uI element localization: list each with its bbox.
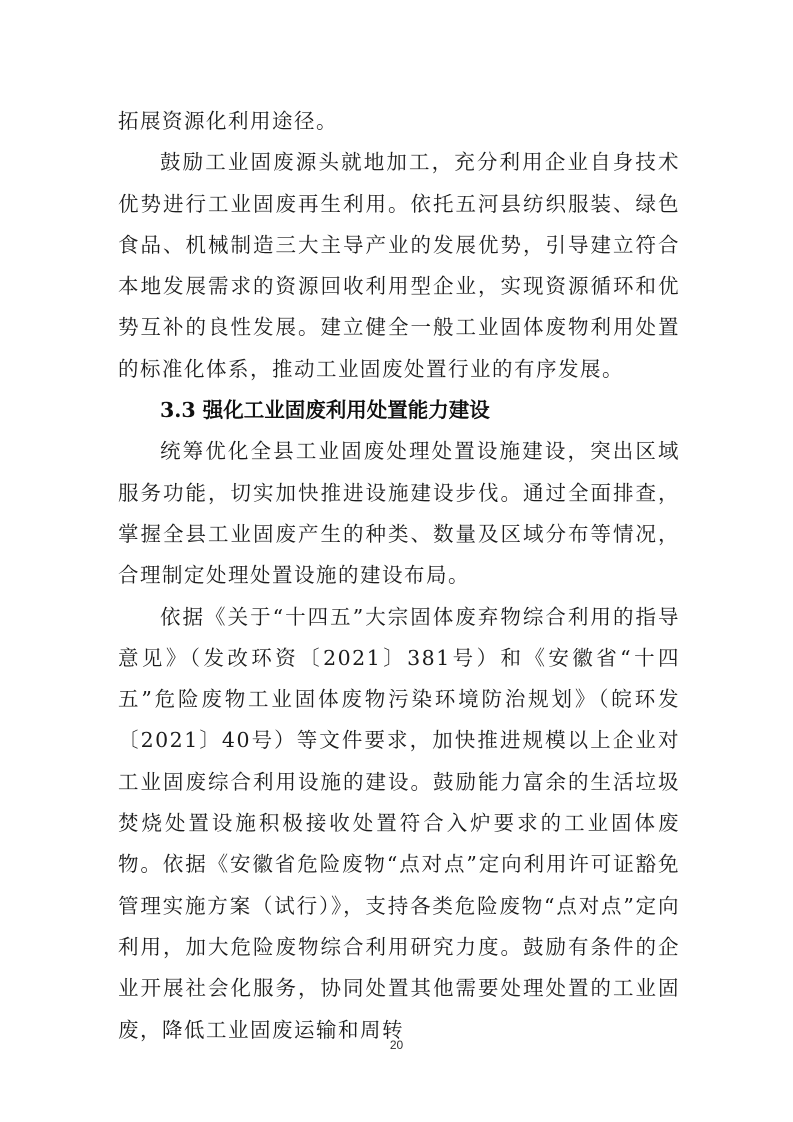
paragraph-facility-planning: 统筹优化全县工业固废处理处置设施建设，突出区域服务功能，切实加快推进设施建设步伐。通过全面排查，掌握全县工业固废产生的种类、数量及区域分布等情况，合理制定处理处置设施的建设布局。 [118, 439, 680, 588]
section-heading: 3.3 强化工业固废利用处置能力建设 [160, 398, 490, 423]
paragraph-encourage-source-processing: 鼓励工业固废源头就地加工，充分利用企业自身技术优势进行工业固废再生利用。依托五河县纺织服装、绿色食品、机械制造三大主导产业的发展优势，引导建立符合本地发展需求的资源回收利用型企业，实现资源循环和优势互补的良性发展。建立健全一般工业固体废物利用处置的标准化体系，推动工业固废处置行业的有序发展。 [118, 150, 680, 381]
paragraph-policy-basis: 依据《关于“十四五”大宗固体废弃物综合利用的指导意见》（发改环资〔2021〕381号）和《安徽省“十四五”危险废物工业固体废物污染环境防治规划》（皖环发〔2021〕40号）等文件要求，加快推进规模以上企业对工业固废综合利用设施的建设。鼓励能力富余的生活垃圾焚烧处置设施积极接收处置符合入炉要求的工业固体废物。依据《安徽省危险废物“点对点”定向利用许可证豁免管理实施方案（试行）》，支持各类危险废物“点对点”定向利用，加大危险废物综合利用研究力度。鼓励有条件的企业开展社会化服务，协同处置其他需要处理处置的工业固废，降低工业固废运输和周转 [118, 604, 680, 1042]
page-number: 20 [389, 1038, 404, 1052]
body-text [118, 101, 680, 1051]
paragraph-continuation: 拓展资源化利用途径。 [118, 109, 338, 133]
